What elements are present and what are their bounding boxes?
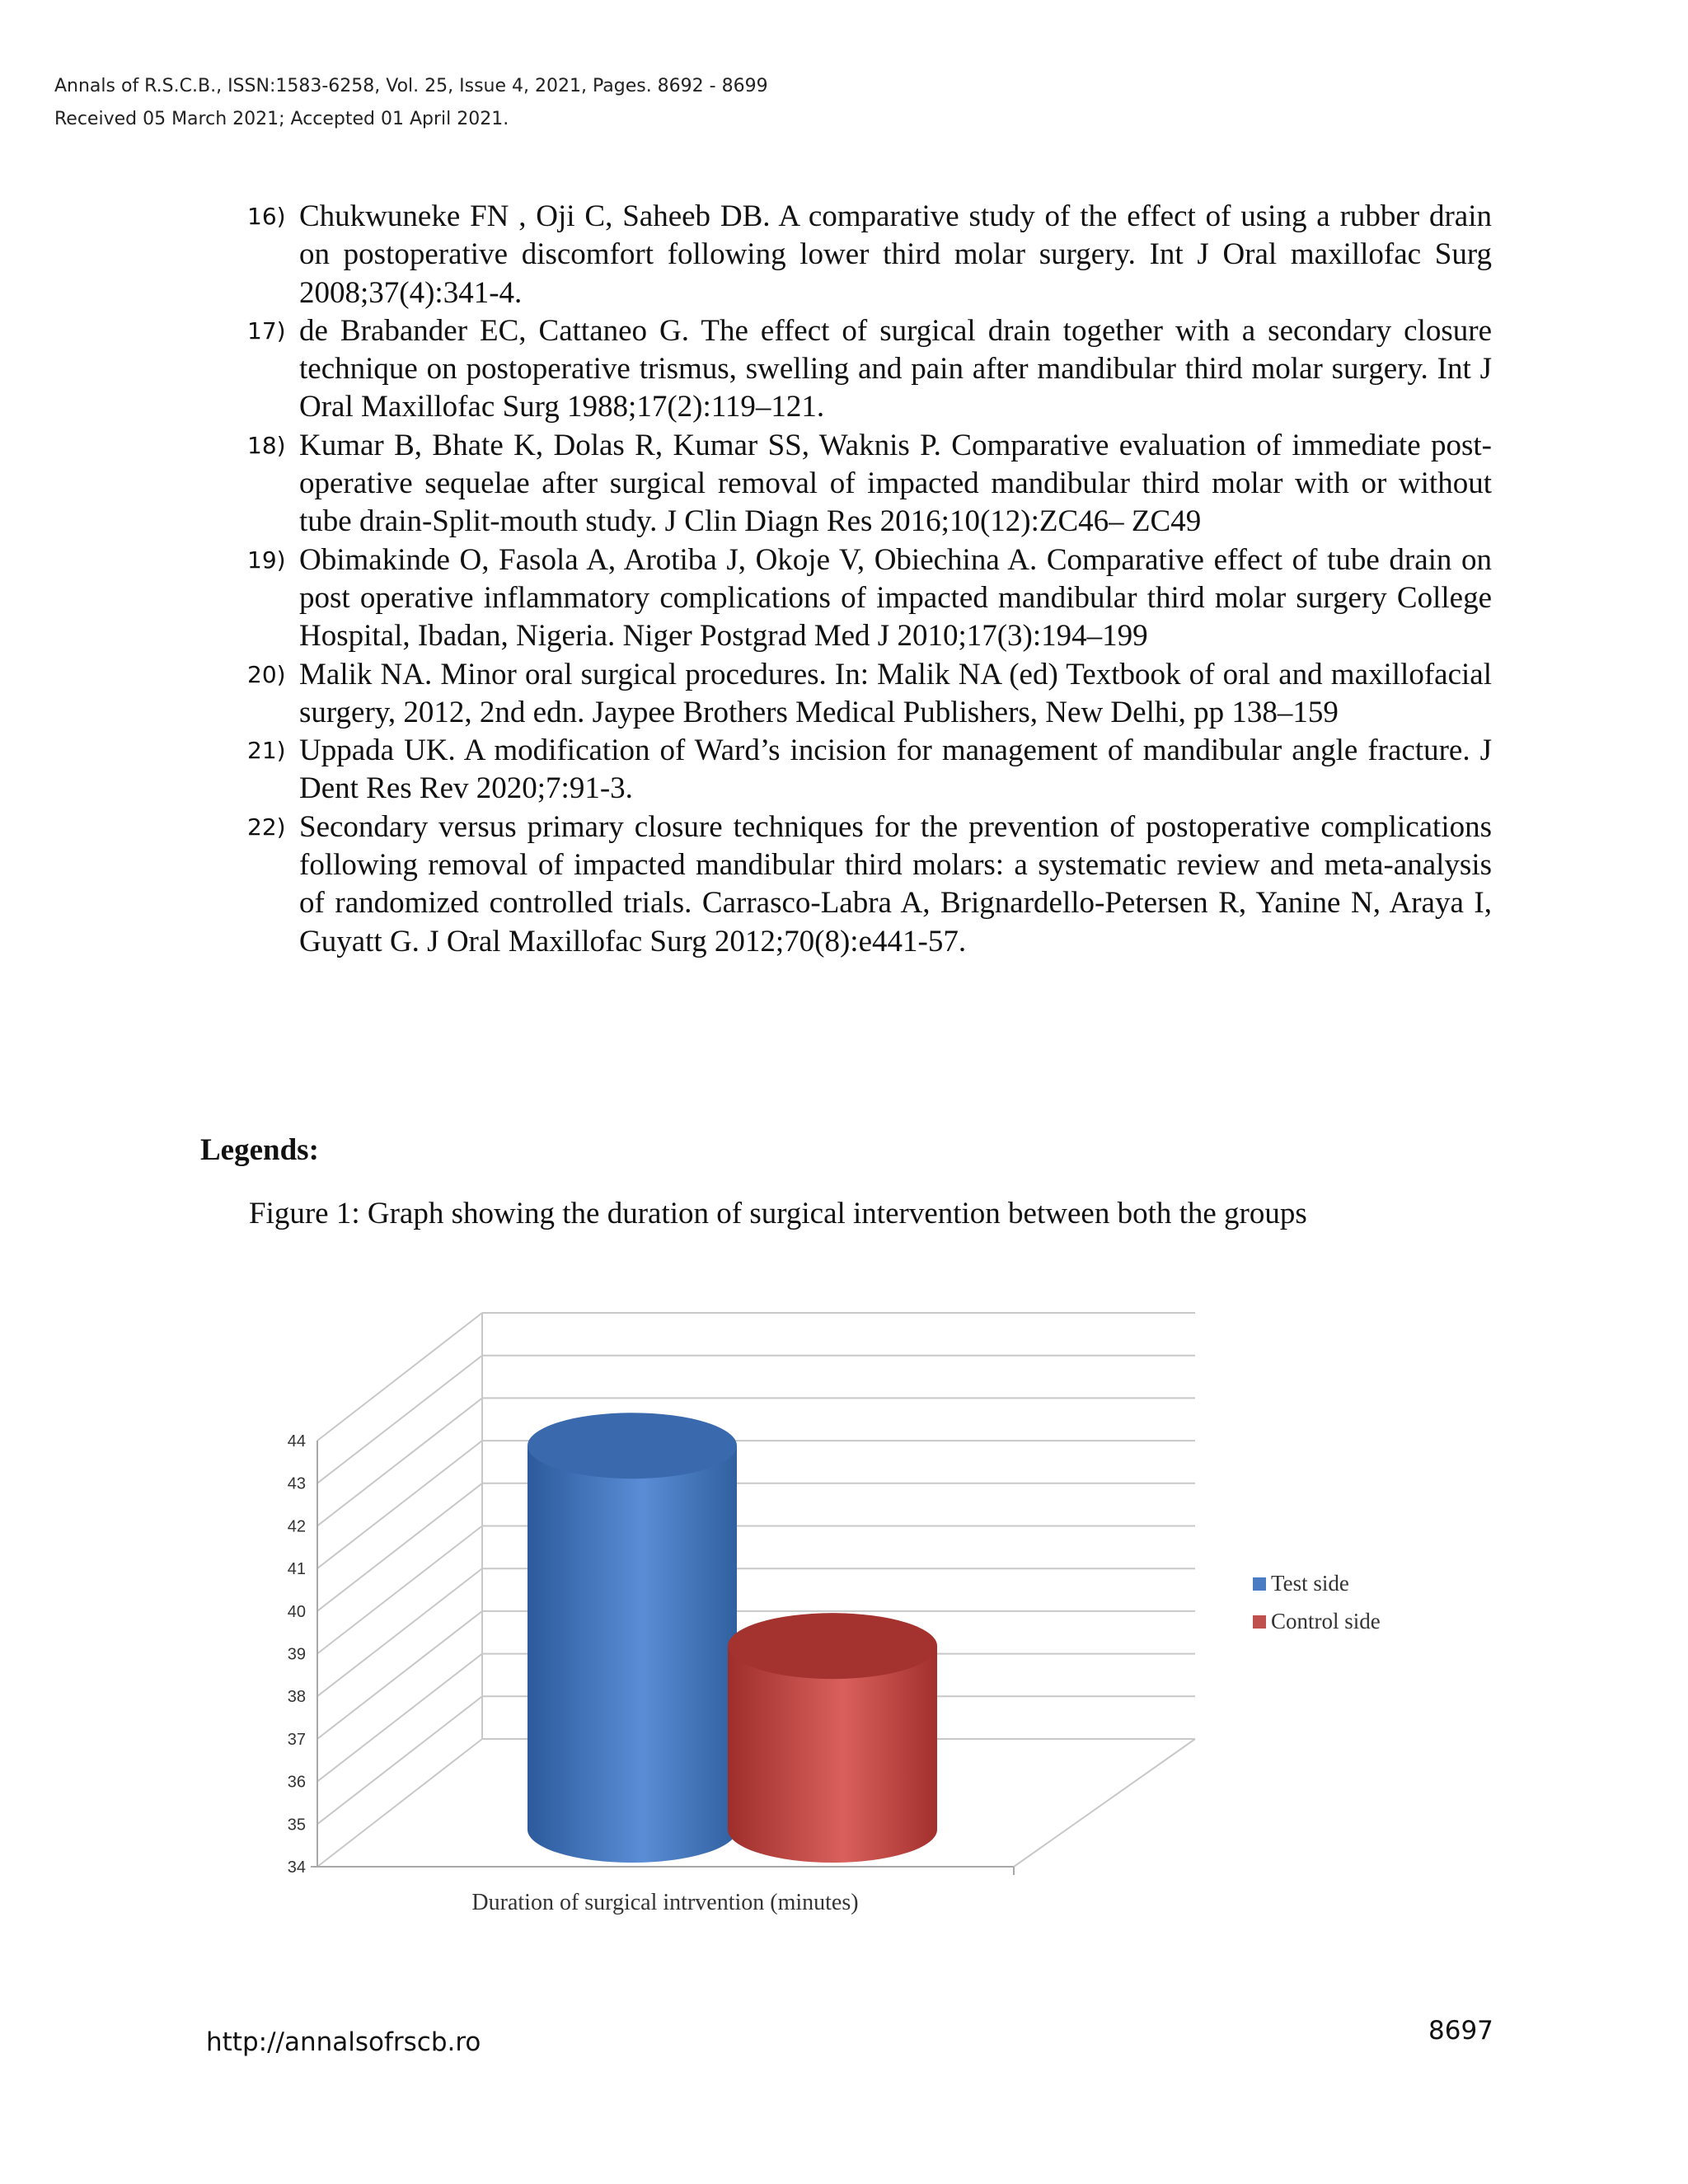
bar-top bbox=[728, 1613, 937, 1679]
reference-item bbox=[247, 427, 1492, 541]
legend-swatch bbox=[1253, 1615, 1266, 1629]
bar-top bbox=[528, 1413, 737, 1479]
journal-header: Annals of R.S.C.B., ISSN:1583-6258, Vol. 25, Issue 4, 2021, Pages. 8692 - 8699 bbox=[54, 76, 768, 96]
y-tick-label: 38 bbox=[287, 1688, 306, 1707]
reference-item bbox=[247, 312, 1492, 427]
floor-right-edge bbox=[1014, 1739, 1195, 1867]
legend-label: Control side bbox=[1271, 1609, 1381, 1633]
gridline-left-wall bbox=[317, 1611, 482, 1739]
reference-text: Chukwuneke FN , Oji C, Saheeb DB. A comparative study of the effect of using a rubber drain on postoperative discomfort following lower third molar surgery. Int J Oral maxillofac Surg 2008;37(4):341-4. bbox=[299, 199, 1492, 310]
reference-number: 20) bbox=[247, 660, 286, 688]
reference-text: Obimakinde O, Fasola A, Arotiba J, Okoje V, Obiechina A. Comparative effect of tube drain on post operative inflammatory complications of impacted mandibular third molar surgery College Hospital, Ibadan, Nigeria. Niger Postgrad Med J 2010;17(3):194–199 bbox=[299, 542, 1492, 654]
reference-text: Uppada UK. A modification of Ward’s incision for management of mandibular angle fracture. J Dent Res Rev 2020;7:91-3. bbox=[299, 733, 1492, 806]
reference-number: 18) bbox=[247, 431, 286, 459]
gridline-left-wall bbox=[317, 1526, 482, 1654]
reference-item bbox=[247, 198, 1492, 312]
y-tick-label: 43 bbox=[287, 1474, 306, 1493]
footer-url: http://annalsofrscb.ro bbox=[206, 2027, 481, 2057]
y-tick-label: 36 bbox=[287, 1773, 306, 1792]
bar-test-side bbox=[528, 1413, 737, 1863]
bar-control-side bbox=[728, 1613, 937, 1863]
y-tick-label: 35 bbox=[287, 1816, 306, 1835]
gridline-left-wall bbox=[317, 1696, 482, 1824]
bar-body bbox=[528, 1446, 737, 1863]
y-tick-label: 40 bbox=[287, 1602, 306, 1621]
y-tick-label: 39 bbox=[287, 1645, 306, 1664]
reference-text: Kumar B, Bhate K, Dolas R, Kumar SS, Waknis P. Comparative evaluation of immediate post-operative sequelae after surgical removal of impacted mandibular third molar with or without tube drain-Split-mouth study. J Clin Diagn Res 2016;10(12):ZC46– ZC49 bbox=[299, 428, 1492, 539]
reference-list bbox=[247, 198, 1492, 961]
reference-number: 17) bbox=[247, 316, 286, 344]
legend-swatch bbox=[1253, 1577, 1266, 1591]
reference-number: 22) bbox=[247, 813, 286, 841]
y-axis-ticks bbox=[288, 1432, 306, 1877]
y-tick-label: 42 bbox=[287, 1517, 306, 1536]
reference-text: de Brabander EC, Cattaneo G. The effect of surgical drain together with a secondary closure technique on postoperative trismus, swelling and pain after mandibular third molar surgery. Int J Oral Maxillofac Surg 1988;17(2):119–121. bbox=[299, 313, 1492, 424]
figure-caption: Figure 1: Graph showing the duration of surgical intervention between both the groups bbox=[249, 1197, 1307, 1230]
legends-heading: Legends: bbox=[200, 1133, 319, 1167]
gridline-left-wall bbox=[317, 1441, 482, 1568]
gridline-left-wall bbox=[317, 1313, 482, 1441]
reference-text: Secondary versus primary closure techniques for the prevention of postoperative complications following removal of impacted mandibular third molars: a systematic review and meta-analysis of randomized controlled trials. Carrasco-Labra A, Brignardello-Petersen R, Yanine N, Araya I, Guyatt G. J Oral Maxillofac Surg 2012;70(8):e441-57. bbox=[299, 809, 1492, 958]
reference-item bbox=[247, 732, 1492, 808]
y-tick-label: 41 bbox=[287, 1560, 306, 1579]
page-number: 8697 bbox=[1428, 2016, 1493, 2046]
gridline-left-wall bbox=[317, 1483, 482, 1611]
gridline-left-wall bbox=[317, 1356, 482, 1483]
chart-bars bbox=[528, 1413, 937, 1863]
gridline-left-wall bbox=[317, 1398, 482, 1526]
reference-item bbox=[247, 656, 1492, 733]
legend-label: Test side bbox=[1271, 1571, 1349, 1596]
reference-number: 19) bbox=[247, 546, 286, 574]
reference-item bbox=[247, 541, 1492, 656]
reference-number: 21) bbox=[247, 737, 286, 765]
reference-item bbox=[247, 808, 1492, 961]
gridline-left-wall bbox=[317, 1739, 482, 1867]
reference-number: 16) bbox=[247, 203, 286, 230]
received-accepted-dates: Received 05 March 2021; Accepted 01 April 2021. bbox=[54, 109, 509, 129]
gridline-left-wall bbox=[317, 1654, 482, 1782]
reference-text: Malik NA. Minor oral surgical procedures. In: Malik NA (ed) Textbook of oral and maxillofacial surgery, 2012, 2nd edn. Jaypee Brothers Medical Publishers, New Delhi, pp 138–159 bbox=[299, 657, 1492, 729]
chart-legend bbox=[1253, 1571, 1381, 1633]
y-tick-label: 44 bbox=[287, 1432, 306, 1451]
y-tick-label: 34 bbox=[287, 1858, 306, 1877]
bar-chart-3d bbox=[264, 1298, 1418, 1933]
x-axis-label: Duration of surgical intrvention (minutes) bbox=[471, 1890, 859, 1915]
y-tick-label: 37 bbox=[287, 1730, 306, 1749]
gridline-left-wall bbox=[317, 1568, 482, 1696]
